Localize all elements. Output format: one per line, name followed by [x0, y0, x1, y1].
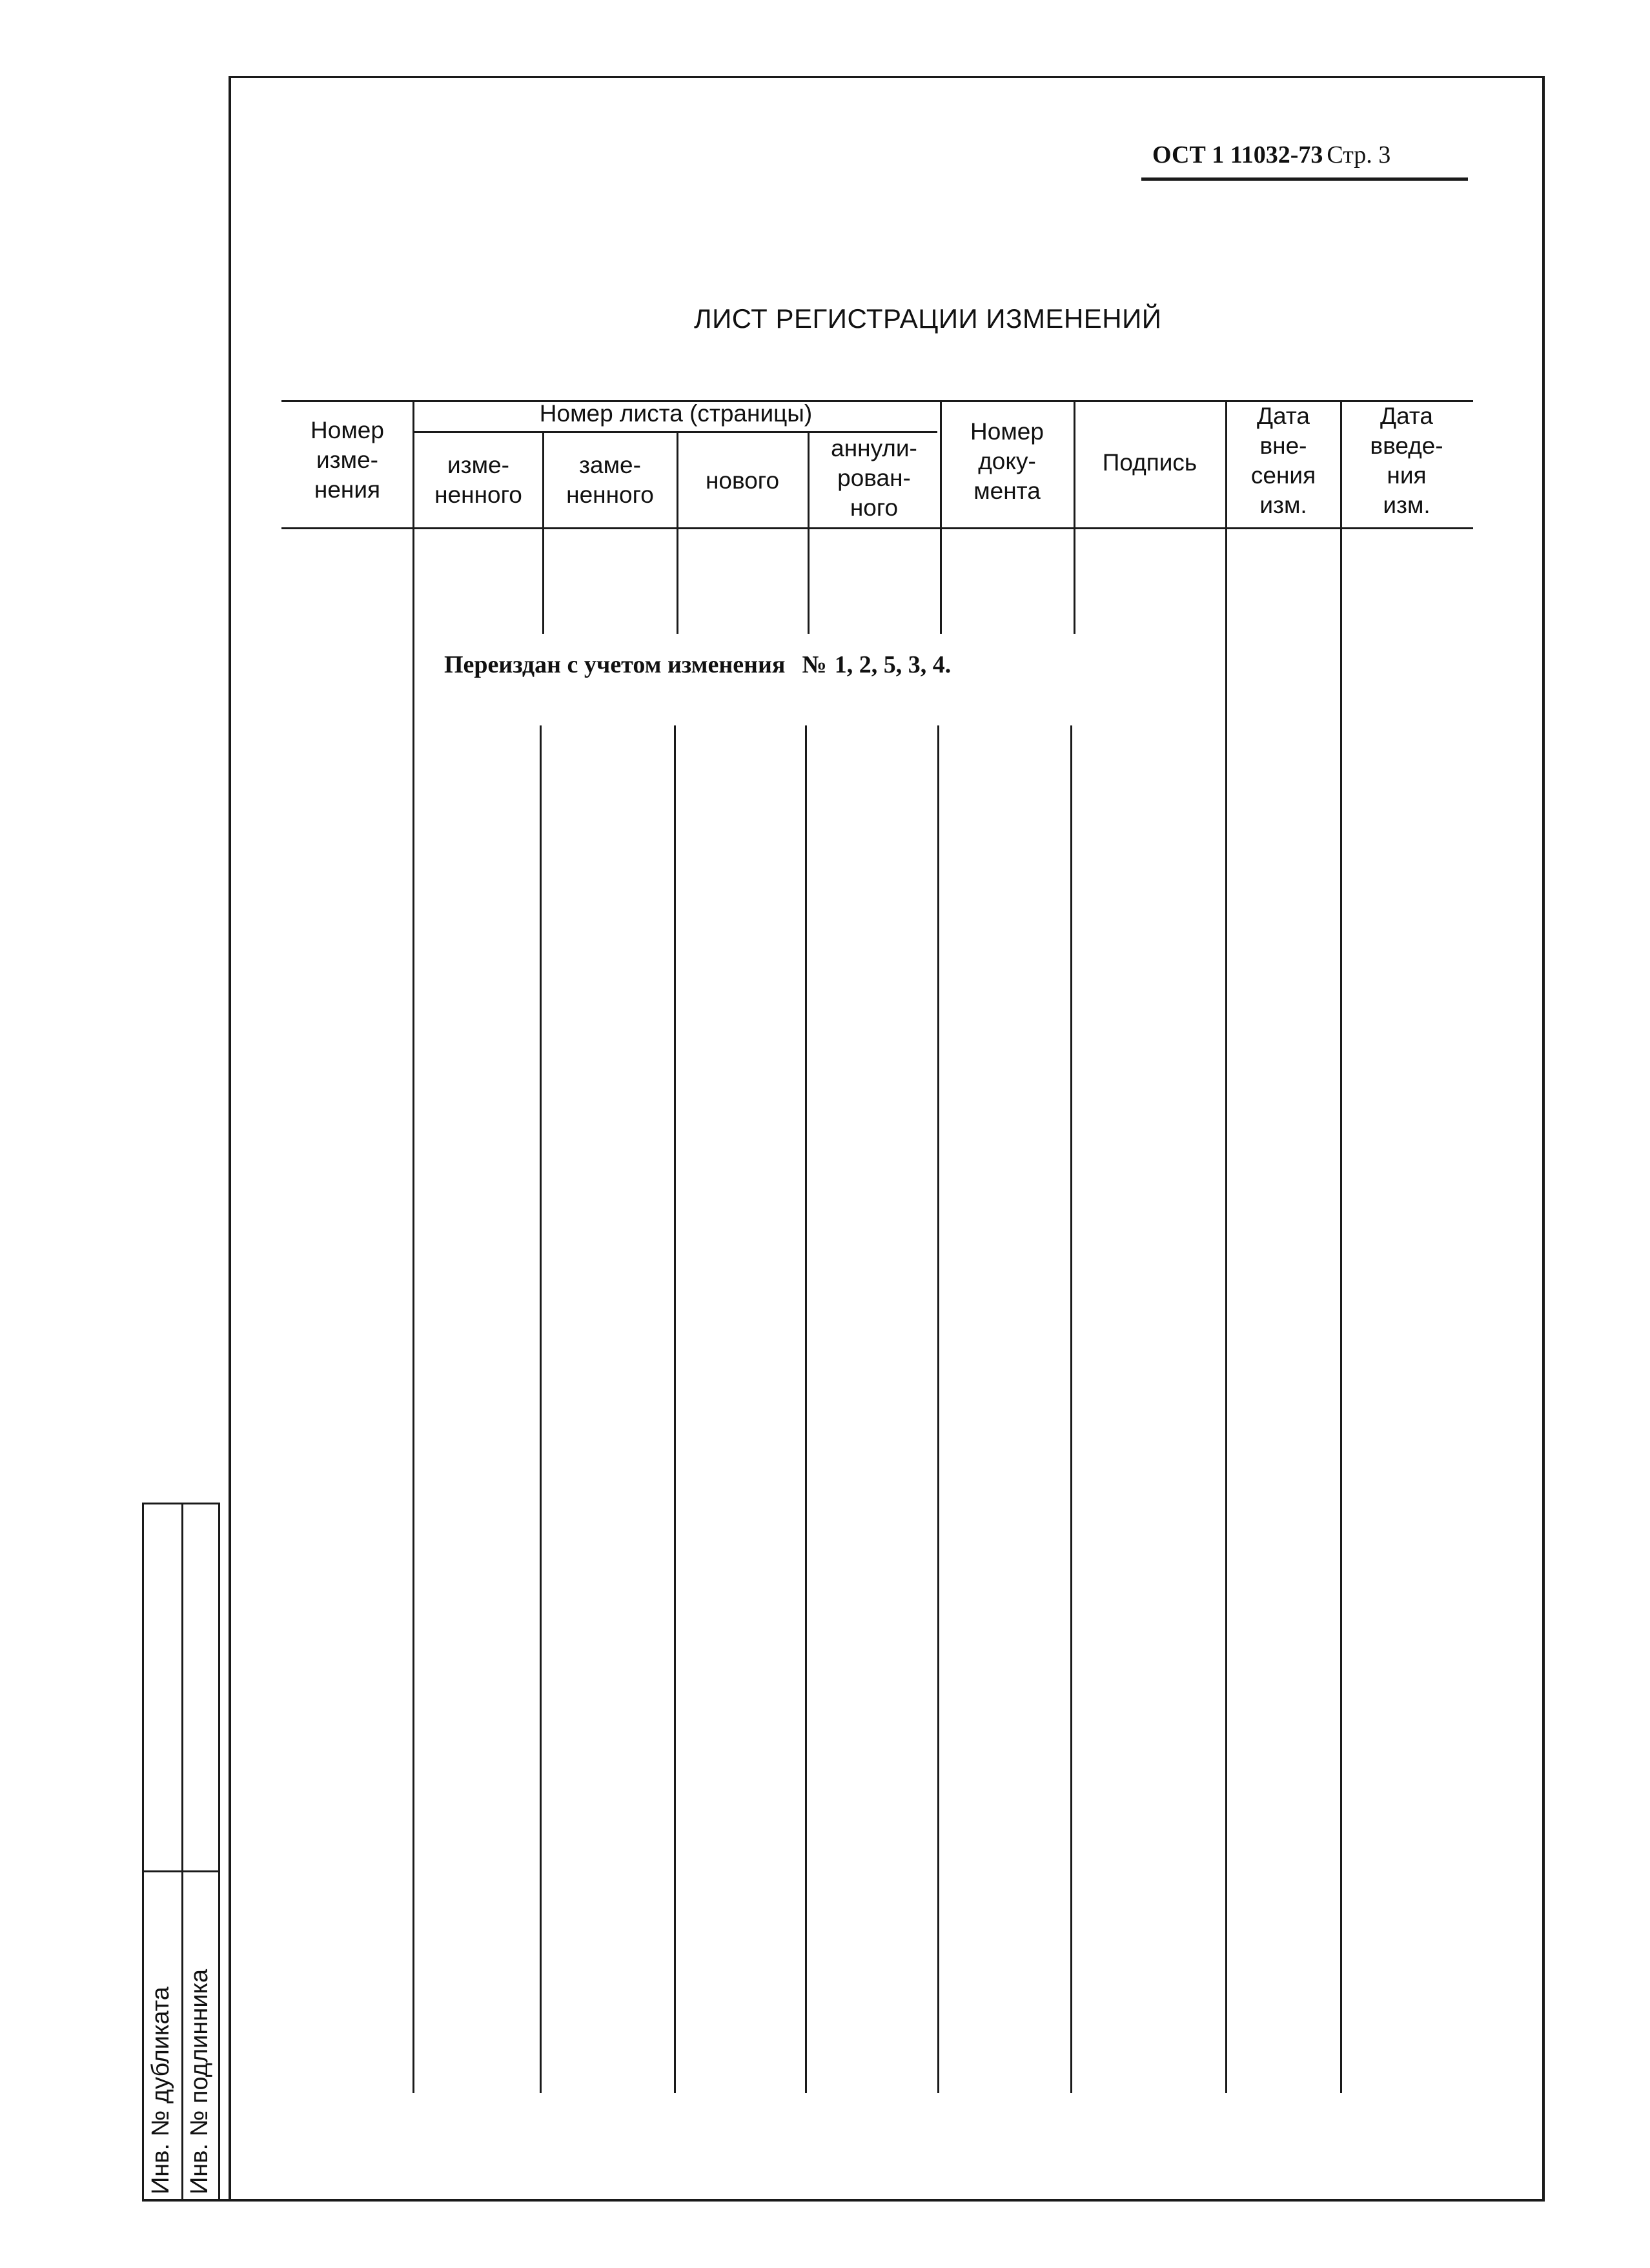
stamp-divider-rule	[142, 1870, 220, 1872]
stamp-right-rule	[218, 1503, 220, 2202]
document-code	[1152, 141, 1390, 169]
header-change-number: Номер изме- нения	[311, 417, 384, 503]
header-annulled-sheet: аннули- рован- ного	[831, 435, 917, 521]
column-divider	[937, 725, 939, 2093]
column-divider	[1340, 400, 1342, 2093]
frame-top-border	[229, 76, 1544, 78]
frame-left-border	[229, 76, 231, 2201]
change-numbers: 1, 2, 5, 3, 4.	[834, 651, 952, 678]
header-sheet-number-group: Номер листа (страницы)	[539, 400, 813, 427]
column-divider	[1074, 400, 1075, 634]
frame-bottom-border	[142, 2199, 1545, 2202]
column-divider	[674, 725, 676, 2093]
header-date-entry: Дата вне- сения изм.	[1250, 403, 1316, 518]
frame-right-border	[1542, 76, 1545, 2201]
reissue-note	[444, 651, 951, 679]
column-divider	[677, 431, 678, 634]
original-inventory-label: Инв. № подлинника	[186, 1969, 213, 2194]
header-replaced-sheet: заме- ненного	[566, 452, 654, 508]
page-title: ЛИСТ РЕГИСТРАЦИИ ИЗМЕНЕНИЙ	[694, 303, 1162, 334]
stamp-left-rule	[142, 1503, 144, 2202]
stamp-middle-rule	[181, 1503, 183, 2202]
document-code-underline	[1141, 177, 1468, 181]
stamp-top-rule	[142, 1503, 220, 1504]
header-new-sheet: нового	[705, 467, 780, 494]
column-divider	[1225, 400, 1227, 2093]
document-number: ОСТ 1 11032-73	[1152, 141, 1323, 168]
column-divider	[540, 725, 542, 2093]
column-divider	[1070, 725, 1072, 2093]
duplicate-inventory-label: Инв. № дубликата	[147, 1987, 174, 2194]
header-signature: Подпись	[1102, 449, 1197, 476]
group-header-rule	[413, 431, 937, 433]
reissue-text: Переиздан с учетом изменения	[444, 651, 786, 678]
header-date-effective: Дата введе- ния изм.	[1370, 403, 1443, 518]
column-divider	[805, 725, 807, 2093]
header-bottom-rule	[281, 527, 1473, 529]
header-changed-sheet: изме- ненного	[434, 452, 522, 508]
header-document-number: Номер доку- мента	[970, 418, 1044, 504]
column-divider	[412, 400, 414, 2093]
number-sign: №	[802, 651, 827, 678]
page-number: Стр. 3	[1327, 141, 1391, 168]
